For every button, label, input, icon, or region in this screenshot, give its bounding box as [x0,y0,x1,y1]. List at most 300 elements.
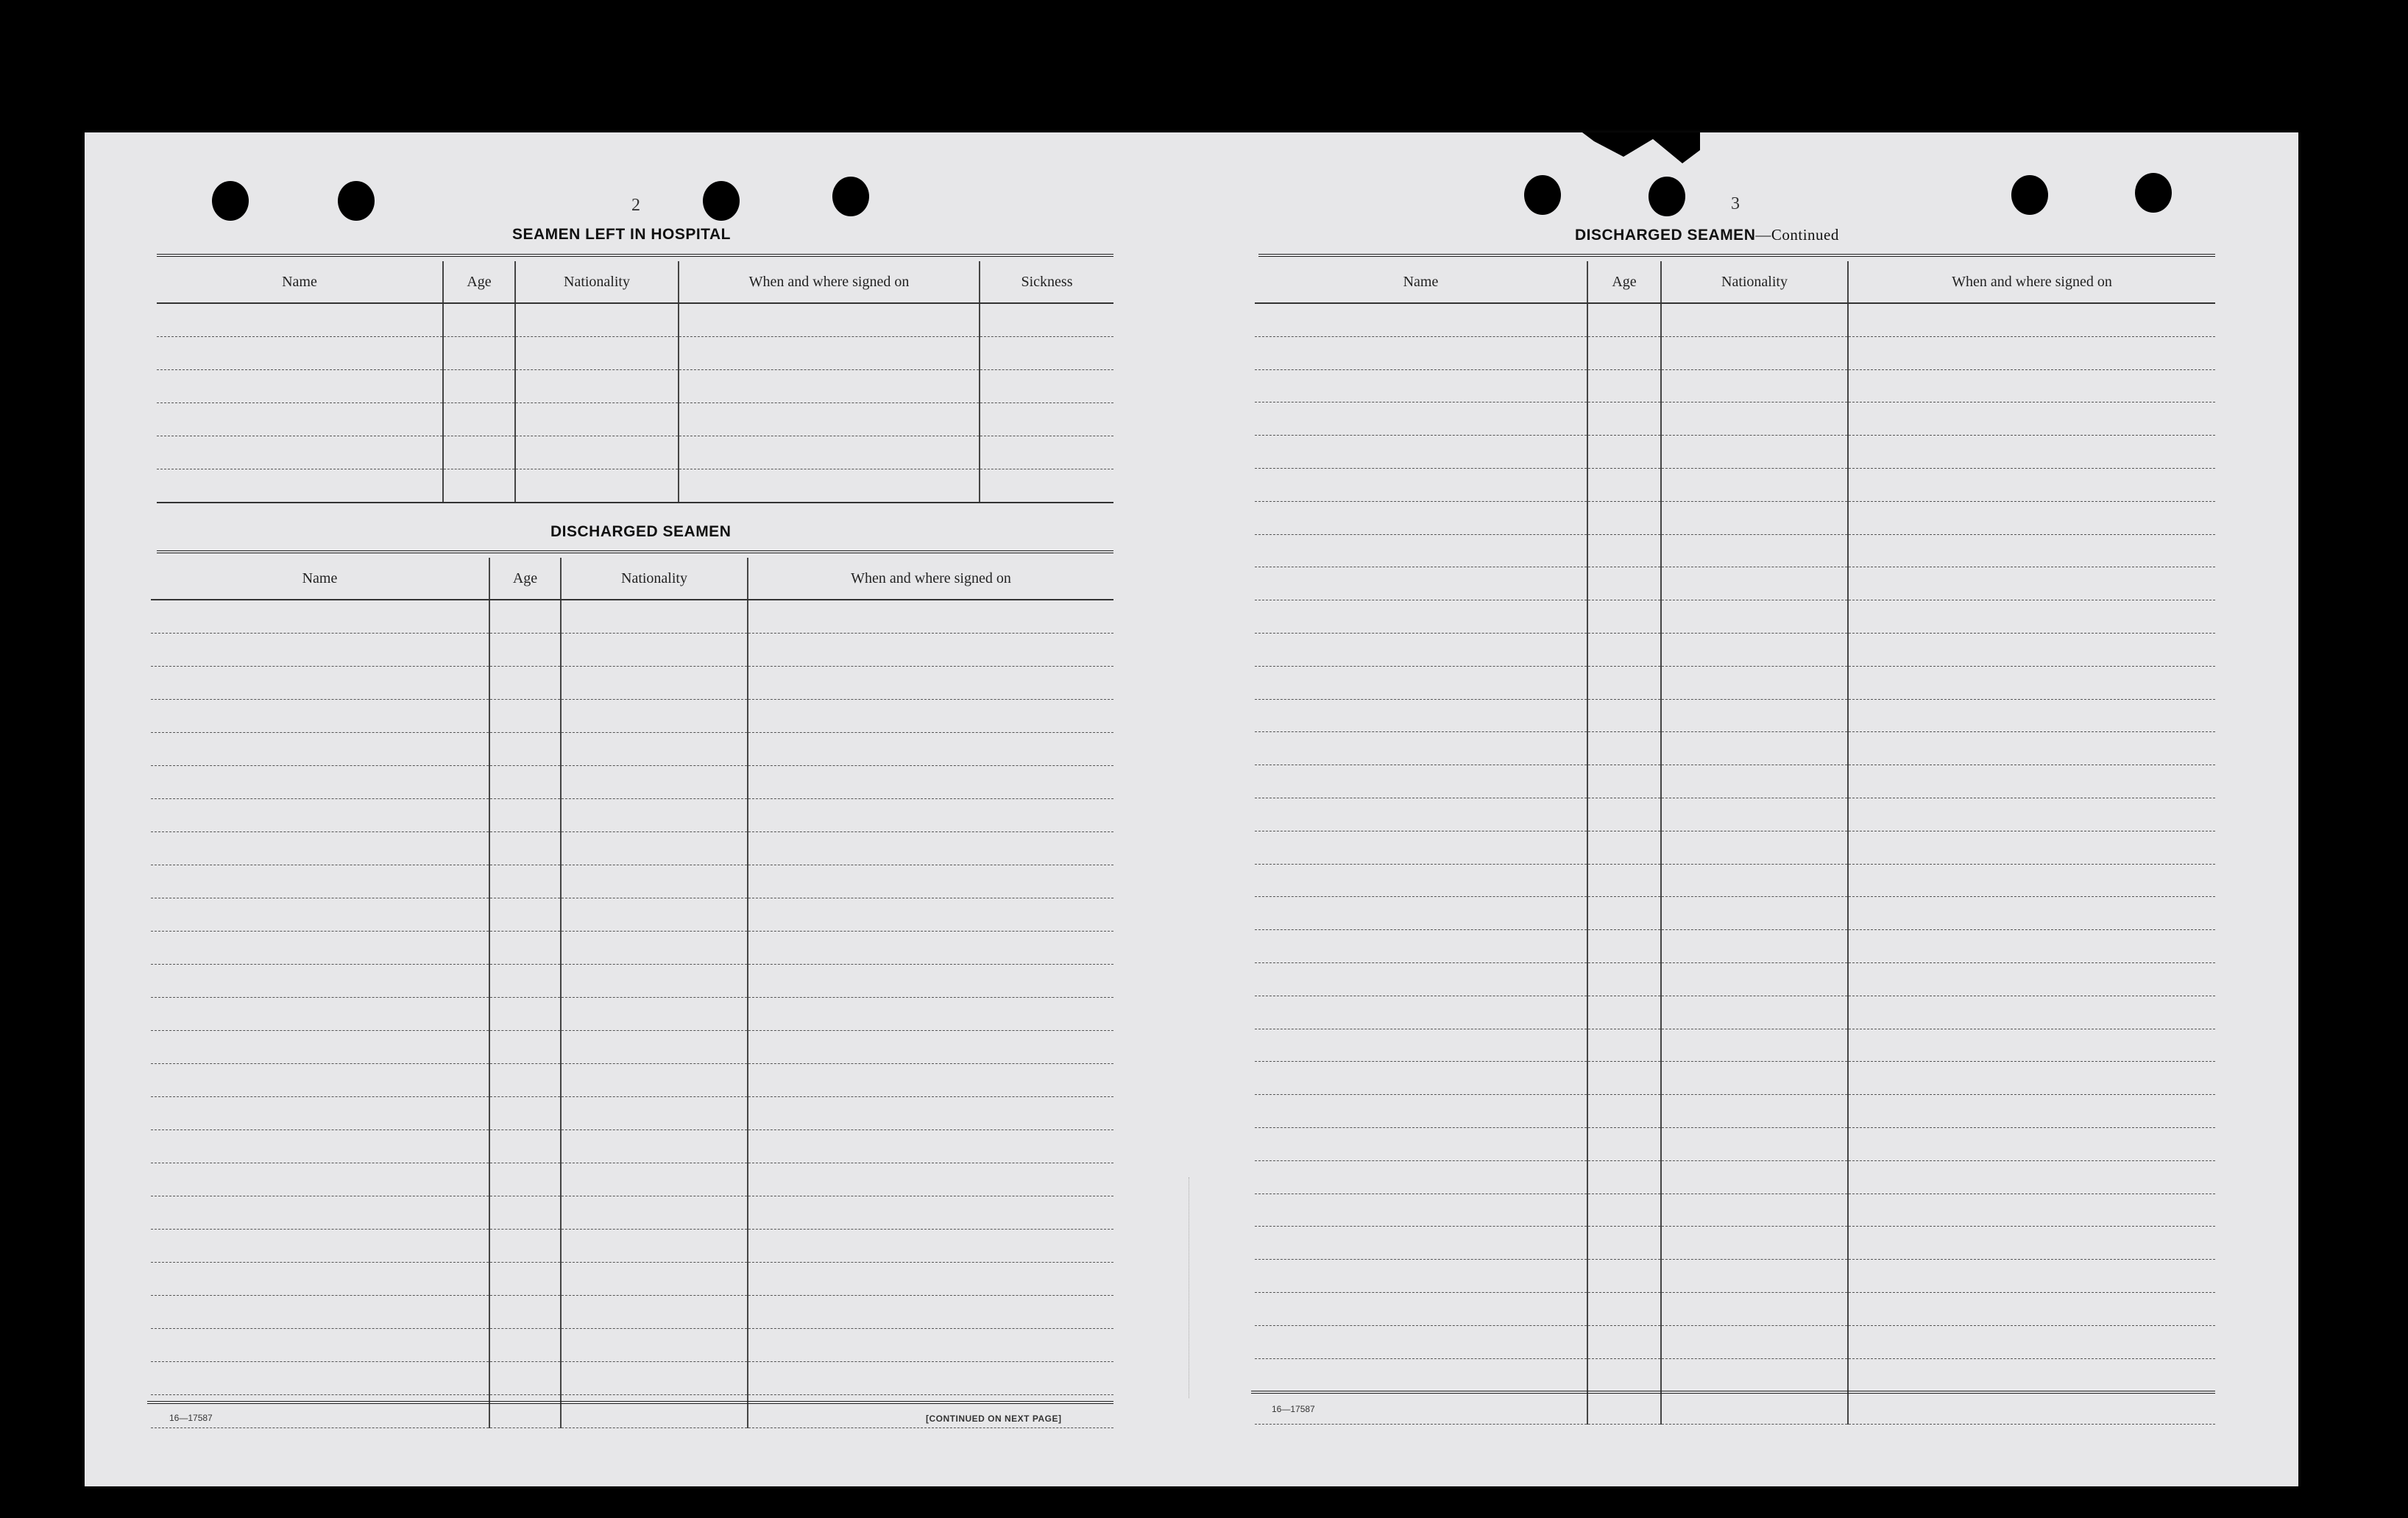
blank-cell[interactable] [151,1263,489,1296]
blank-cell[interactable] [561,1296,748,1329]
blank-cell[interactable] [1848,402,2215,436]
blank-cell[interactable] [489,733,561,766]
right-bottom-rule [1251,1391,2215,1396]
blank-cell[interactable] [443,370,515,403]
blank-cell[interactable] [748,733,1113,766]
blank-cell[interactable] [1255,1260,1587,1293]
table-row [151,932,1113,965]
blank-cell[interactable] [1661,402,1848,436]
discharged-seamen-continued-table [1255,261,2215,1425]
blank-cell[interactable] [151,733,489,766]
blank-cell[interactable] [1661,1391,1848,1425]
blank-cell[interactable] [489,799,561,832]
blank-cell[interactable] [679,469,980,503]
blank-cell[interactable] [1661,1227,1848,1260]
blank-cell[interactable] [489,898,561,932]
blank-cell[interactable] [1661,666,1848,699]
blank-cell[interactable] [1255,336,1587,369]
blank-cell[interactable] [151,1296,489,1329]
blank-cell[interactable] [980,436,1113,469]
blank-cell[interactable] [980,337,1113,370]
blank-cell[interactable] [1661,1029,1848,1062]
table-row [157,370,1113,403]
blank-cell[interactable] [1661,897,1848,930]
blank-cell[interactable] [1255,567,1587,600]
blank-cell[interactable] [748,965,1113,998]
blank-cell[interactable] [1587,666,1661,699]
blank-cell[interactable] [489,1031,561,1064]
blank-cell[interactable] [561,998,748,1031]
blank-cell[interactable] [1661,962,1848,996]
blank-cell[interactable] [679,370,980,403]
blank-cell[interactable] [1587,468,1661,501]
blank-cell[interactable] [151,1362,489,1395]
blank-cell[interactable] [157,436,443,469]
blank-cell[interactable] [1661,1292,1848,1325]
column-header: When and where signed on [748,558,1113,600]
table-row [1255,534,2215,567]
blank-cell[interactable] [1848,1127,2215,1160]
blank-cell[interactable] [489,766,561,799]
blank-cell[interactable] [157,370,443,403]
blank-cell[interactable] [1848,468,2215,501]
blank-cell[interactable] [561,832,748,865]
blank-cell[interactable] [515,403,679,436]
blank-cell[interactable] [489,865,561,898]
blank-cell[interactable] [1587,699,1661,732]
blank-cell[interactable] [1255,633,1587,666]
blank-cell[interactable] [1661,369,1848,402]
blank-cell[interactable] [1848,897,2215,930]
blank-cell[interactable] [157,403,443,436]
blank-cell[interactable] [679,337,980,370]
table-row [1255,369,2215,402]
blank-cell[interactable] [515,337,679,370]
blank-cell[interactable] [1255,369,1587,402]
blank-cell[interactable] [1848,600,2215,634]
blank-cell[interactable] [1255,699,1587,732]
blank-cell[interactable] [1661,1095,1848,1128]
blank-cell[interactable] [1587,765,1661,798]
blank-cell[interactable] [1661,732,1848,765]
blank-cell[interactable] [1587,962,1661,996]
blank-cell[interactable] [1587,732,1661,765]
table-row [1255,1127,2215,1160]
blank-cell[interactable] [748,667,1113,700]
blank-cell[interactable] [1848,666,2215,699]
blank-cell[interactable] [151,667,489,700]
punch-hole [212,181,249,221]
blank-cell[interactable] [1848,864,2215,897]
blank-cell[interactable] [748,898,1113,932]
punch-hole [1524,175,1561,215]
blank-cell[interactable] [489,1296,561,1329]
blank-cell[interactable] [748,799,1113,832]
blank-cell[interactable] [1587,1062,1661,1095]
blank-cell[interactable] [1848,1227,2215,1260]
table-row [1255,1358,2215,1391]
blank-cell[interactable] [561,733,748,766]
blank-cell[interactable] [1661,831,1848,864]
blank-cell[interactable] [151,600,489,634]
blank-cell[interactable] [515,469,679,503]
blank-cell[interactable] [748,634,1113,667]
table-row [157,469,1113,503]
blank-cell[interactable] [1848,831,2215,864]
blank-cell[interactable] [561,766,748,799]
blank-cell[interactable] [1587,1260,1661,1293]
blank-cell[interactable] [748,600,1113,634]
blank-cell[interactable] [151,1329,489,1362]
blank-cell[interactable] [1848,303,2215,336]
blank-cell[interactable] [1255,501,1587,534]
blank-cell[interactable] [1848,336,2215,369]
blank-cell[interactable] [679,403,980,436]
blank-cell[interactable] [1587,864,1661,897]
blank-cell[interactable] [1255,864,1587,897]
blank-cell[interactable] [1661,1260,1848,1293]
blank-cell[interactable] [1661,303,1848,336]
blank-cell[interactable] [489,1163,561,1196]
blank-cell[interactable] [1848,369,2215,402]
blank-cell[interactable] [489,965,561,998]
blank-cell[interactable] [561,932,748,965]
blank-cell[interactable] [1255,534,1587,567]
blank-cell[interactable] [748,1329,1113,1362]
blank-cell[interactable] [1255,1194,1587,1227]
blank-cell[interactable] [157,303,443,337]
blank-cell[interactable] [1587,1227,1661,1260]
blank-cell[interactable] [1587,1160,1661,1194]
blank-cell[interactable] [1587,1095,1661,1128]
blank-cell[interactable] [1255,468,1587,501]
table-row [151,733,1113,766]
blank-cell[interactable] [1587,501,1661,534]
blank-cell[interactable] [151,634,489,667]
blank-cell[interactable] [1848,567,2215,600]
hospital-top-rule [157,254,1113,259]
table-row [1255,897,2215,930]
blank-cell[interactable] [1661,436,1848,469]
table-row [151,1362,1113,1395]
blank-cell[interactable] [151,932,489,965]
blank-cell[interactable] [1848,798,2215,831]
blank-cell[interactable] [1255,1227,1587,1260]
blank-cell[interactable] [1848,1062,2215,1095]
blank-cell[interactable] [1661,336,1848,369]
blank-cell[interactable] [489,1130,561,1163]
blank-cell[interactable] [1661,534,1848,567]
blank-cell[interactable] [489,667,561,700]
blank-cell[interactable] [1255,1062,1587,1095]
blank-cell[interactable] [151,965,489,998]
blank-cell[interactable] [1661,765,1848,798]
blank-cell[interactable] [1255,1358,1587,1391]
blank-cell[interactable] [561,965,748,998]
blank-cell[interactable] [1587,930,1661,963]
blank-cell[interactable] [1848,1194,2215,1227]
blank-cell[interactable] [151,1163,489,1196]
column-header: Name [157,261,443,303]
blank-cell[interactable] [1587,567,1661,600]
blank-cell[interactable] [561,634,748,667]
blank-cell[interactable] [980,469,1113,503]
blank-cell[interactable] [151,898,489,932]
blank-cell[interactable] [1255,962,1587,996]
blank-cell[interactable] [151,865,489,898]
blank-cell[interactable] [489,932,561,965]
blank-cell[interactable] [1661,468,1848,501]
blank-cell[interactable] [1848,930,2215,963]
blank-cell[interactable] [1661,1358,1848,1391]
blank-cell[interactable] [515,370,679,403]
blank-cell[interactable] [489,1064,561,1097]
blank-cell[interactable] [748,998,1113,1031]
blank-cell[interactable] [748,1263,1113,1296]
blank-cell[interactable] [1587,1194,1661,1227]
blank-cell[interactable] [489,600,561,634]
blank-cell[interactable] [1587,600,1661,634]
blank-cell[interactable] [1661,996,1848,1029]
blank-cell[interactable] [151,832,489,865]
blank-cell[interactable] [561,700,748,733]
blank-cell[interactable] [489,700,561,733]
blank-cell[interactable] [1255,897,1587,930]
blank-cell[interactable] [1848,633,2215,666]
blank-cell[interactable] [748,932,1113,965]
blank-cell[interactable] [1587,1391,1661,1425]
blank-cell[interactable] [1255,996,1587,1029]
blank-cell[interactable] [151,1230,489,1263]
table-row [1255,930,2215,963]
blank-cell[interactable] [1255,666,1587,699]
blank-cell[interactable] [748,1064,1113,1097]
blank-cell[interactable] [561,1196,748,1230]
blank-cell[interactable] [1661,699,1848,732]
blank-cell[interactable] [1848,1325,2215,1358]
blank-cell[interactable] [1661,1194,1848,1227]
table-row [151,1296,1113,1329]
blank-cell[interactable] [1587,1358,1661,1391]
blank-cell[interactable] [1255,436,1587,469]
table-row [1255,1227,2215,1260]
blank-cell[interactable] [489,998,561,1031]
blank-cell[interactable] [561,1329,748,1362]
blank-cell[interactable] [1255,831,1587,864]
blank-cell[interactable] [151,700,489,733]
blank-cell[interactable] [151,1064,489,1097]
blank-cell[interactable] [489,1395,561,1428]
blank-cell[interactable] [1255,765,1587,798]
blank-cell[interactable] [489,1196,561,1230]
table-row [1255,402,2215,436]
blank-cell[interactable] [1255,930,1587,963]
blank-cell[interactable] [561,1230,748,1263]
blank-cell[interactable] [561,1097,748,1130]
blank-cell[interactable] [980,403,1113,436]
blank-cell[interactable] [748,1031,1113,1064]
blank-cell[interactable] [1848,501,2215,534]
blank-cell[interactable] [1587,831,1661,864]
blank-cell[interactable] [1848,534,2215,567]
page-number-right: 3 [1731,194,1740,213]
discharged-section-title: DISCHARGED SEAMEN [550,523,732,540]
blank-cell[interactable] [1587,534,1661,567]
table-row [151,1130,1113,1163]
blank-cell[interactable] [1255,600,1587,634]
table-row [151,865,1113,898]
blank-cell[interactable] [561,1031,748,1064]
blank-cell[interactable] [443,469,515,503]
blank-cell[interactable] [1848,436,2215,469]
blank-cell[interactable] [1848,1029,2215,1062]
discharged-top-rule [157,550,1113,556]
blank-cell[interactable] [1255,1095,1587,1128]
blank-cell[interactable] [443,436,515,469]
right-top-rule [1258,254,2215,259]
blank-cell[interactable] [561,1263,748,1296]
blank-cell[interactable] [561,1163,748,1196]
blank-cell[interactable] [515,436,679,469]
blank-cell[interactable] [1255,402,1587,436]
blank-cell[interactable] [561,667,748,700]
blank-cell[interactable] [748,1097,1113,1130]
blank-cell[interactable] [489,1230,561,1263]
blank-cell[interactable] [561,1064,748,1097]
blank-cell[interactable] [489,1263,561,1296]
blank-cell[interactable] [1587,1292,1661,1325]
blank-cell[interactable] [1848,1095,2215,1128]
blank-cell[interactable] [1255,1292,1587,1325]
blank-cell[interactable] [489,634,561,667]
blank-cell[interactable] [1255,1160,1587,1194]
blank-cell[interactable] [1661,501,1848,534]
blank-cell[interactable] [489,1329,561,1362]
blank-cell[interactable] [1661,1160,1848,1194]
blank-cell[interactable] [748,1163,1113,1196]
blank-cell[interactable] [1848,1358,2215,1391]
blank-cell[interactable] [1848,1292,2215,1325]
blank-cell[interactable] [1587,798,1661,831]
blank-cell[interactable] [748,1130,1113,1163]
blank-cell[interactable] [515,303,679,337]
blank-cell[interactable] [489,1097,561,1130]
blank-cell[interactable] [151,766,489,799]
blank-cell[interactable] [1661,600,1848,634]
blank-cell[interactable] [748,1196,1113,1230]
blank-cell[interactable] [1848,1160,2215,1194]
blank-cell[interactable] [1587,633,1661,666]
blank-cell[interactable] [1661,1127,1848,1160]
blank-cell[interactable] [1255,1127,1587,1160]
blank-cell[interactable] [151,1130,489,1163]
blank-cell[interactable] [980,370,1113,403]
blank-cell[interactable] [1661,567,1848,600]
blank-cell[interactable] [561,1395,748,1428]
blank-cell[interactable] [1848,699,2215,732]
blank-cell[interactable] [561,898,748,932]
blank-cell[interactable] [748,832,1113,865]
blank-cell[interactable] [1848,1391,2215,1425]
blank-cell[interactable] [748,700,1113,733]
blank-cell[interactable] [1587,436,1661,469]
blank-cell[interactable] [748,1362,1113,1395]
table-row [1255,468,2215,501]
blank-cell[interactable] [489,832,561,865]
blank-cell[interactable] [1587,897,1661,930]
blank-cell[interactable] [679,436,980,469]
blank-cell[interactable] [151,799,489,832]
blank-cell[interactable] [748,766,1113,799]
blank-cell[interactable] [1848,765,2215,798]
table-row [1255,798,2215,831]
blank-cell[interactable] [1587,402,1661,436]
blank-cell[interactable] [1587,1029,1661,1062]
blank-cell[interactable] [157,469,443,503]
blank-cell[interactable] [1661,1325,1848,1358]
blank-cell[interactable] [1587,1127,1661,1160]
blank-cell[interactable] [561,600,748,634]
table-row [1255,501,2215,534]
blank-cell[interactable] [443,337,515,370]
blank-cell[interactable] [1255,1029,1587,1062]
blank-cell[interactable] [157,337,443,370]
blank-cell[interactable] [561,865,748,898]
blank-cell[interactable] [679,303,980,337]
blank-cell[interactable] [1661,864,1848,897]
blank-cell[interactable] [1587,336,1661,369]
blank-cell[interactable] [1587,996,1661,1029]
blank-cell[interactable] [1848,996,2215,1029]
blank-cell[interactable] [1848,962,2215,996]
blank-cell[interactable] [1587,369,1661,402]
blank-cell[interactable] [1661,798,1848,831]
blank-cell[interactable] [1848,1260,2215,1293]
column-header: Nationality [515,261,679,303]
blank-cell[interactable] [748,1296,1113,1329]
blank-cell[interactable] [443,303,515,337]
blank-cell[interactable] [1848,732,2215,765]
blank-cell[interactable] [443,403,515,436]
blank-cell[interactable] [1255,732,1587,765]
blank-cell[interactable] [151,998,489,1031]
blank-cell[interactable] [1661,633,1848,666]
blank-cell[interactable] [1661,930,1848,963]
blank-cell[interactable] [1255,303,1587,336]
table-row [1255,1062,2215,1095]
blank-cell[interactable] [1661,1062,1848,1095]
blank-cell[interactable] [1255,798,1587,831]
table-row [1255,699,2215,732]
blank-cell[interactable] [151,1031,489,1064]
table-row [1255,831,2215,864]
blank-cell[interactable] [980,303,1113,337]
blank-cell[interactable] [151,1097,489,1130]
blank-cell[interactable] [561,1130,748,1163]
blank-cell[interactable] [561,799,748,832]
blank-cell[interactable] [1587,1325,1661,1358]
blank-cell[interactable] [1255,1325,1587,1358]
blank-cell[interactable] [1587,303,1661,336]
blank-cell[interactable] [748,1230,1113,1263]
blank-cell[interactable] [748,865,1113,898]
table-row [1255,666,2215,699]
blank-cell[interactable] [489,1362,561,1395]
blank-cell[interactable] [151,1196,489,1230]
punch-hole [703,181,740,221]
blank-cell[interactable] [561,1362,748,1395]
table-row [157,337,1113,370]
